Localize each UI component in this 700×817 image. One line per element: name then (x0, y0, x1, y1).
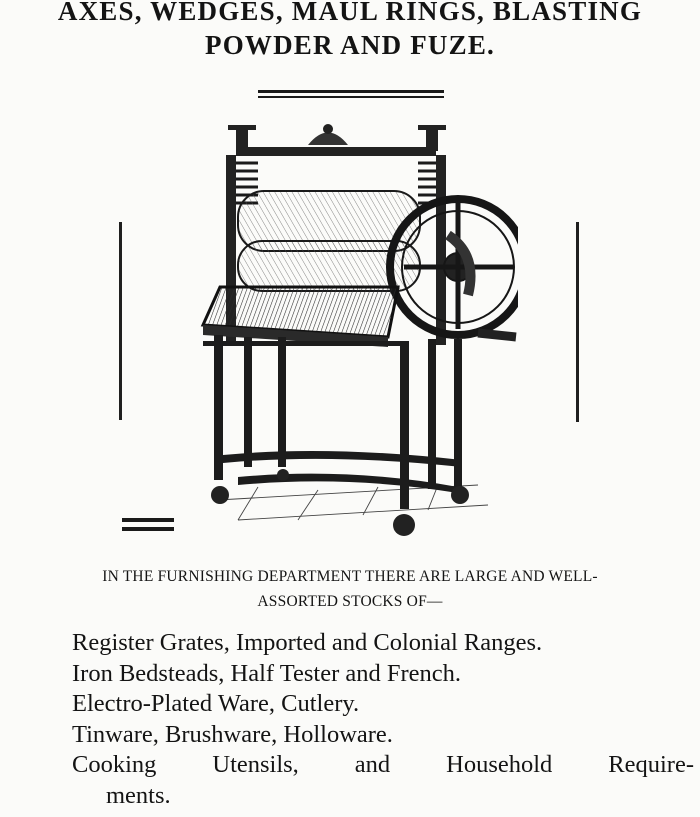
headline-line-2: POWDER AND FUZE. (205, 30, 495, 60)
double-rule-top (258, 90, 444, 93)
right-vertical-rule (576, 222, 579, 422)
double-rule-bottom (258, 96, 444, 98)
headline-line-1: AXES, WEDGES, MAUL RINGS, BLASTING (57, 0, 643, 26)
list-item-last (72, 750, 694, 811)
list-item: Iron Bedsteads, Half Tester and French. (72, 659, 462, 687)
mangle-flywheel (390, 199, 518, 337)
last-item-line-1: Cooking Utensils, and Household Require- (72, 751, 694, 778)
small-rule-bottom (122, 527, 174, 531)
small-rule-top (122, 518, 174, 522)
list-item: Tinware, Brushware, Holloware. (72, 720, 393, 748)
stock-items-list (72, 628, 694, 811)
list-item: Electro-Plated Ware, Cutlery. (72, 690, 360, 717)
mangle-illustration (178, 115, 518, 545)
last-item-line-2: ments. (106, 781, 171, 809)
mangle-frame-legs (203, 335, 462, 509)
caption-line-2: ASSORTED STOCKS OF— (257, 593, 443, 610)
left-vertical-rule (119, 222, 122, 420)
mangle-top-bar (228, 124, 446, 156)
list-item: Register Grates, Imported and Colonial Ranges. (72, 629, 543, 656)
caption-line-1: IN THE FURNISHING DEPARTMENT THERE ARE LARGE AND WELL- (102, 568, 598, 585)
